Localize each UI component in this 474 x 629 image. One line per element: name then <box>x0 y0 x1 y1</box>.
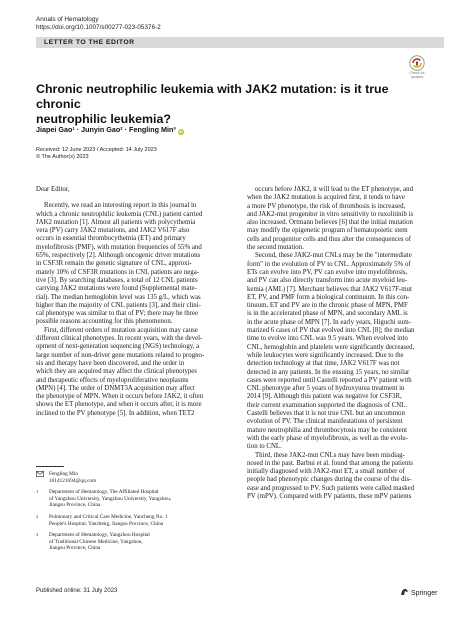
footnote-line: of Yangzhou University, Yangzhou University, Yangzhou, <box>49 495 172 502</box>
text-line: the phenotype of MPN. When it occurs before JAK2, it often <box>36 393 204 401</box>
check-updates-line1: Check for <box>409 71 425 75</box>
text-line: is in the accelerated phase of MPN, and secondary AML is <box>247 310 408 318</box>
text-line: mature neutrophilia and thrombocytosis may be consistent <box>247 426 408 434</box>
footnote-text <box>49 471 234 484</box>
footnote-line: of Traditional Chinese Medicine, Yangzhou, <box>49 538 143 545</box>
text-line: CNL phenotype after 5 years of hydroxyurea treatment in <box>247 385 405 393</box>
text-line: nosed in the past. Barbui et al. found that among the patients <box>247 459 413 467</box>
left-column <box>36 186 230 418</box>
text-line: their current examination supported the diagnosis of CNL. <box>247 401 408 409</box>
text-line: occurs before JAK2, it will lead to the ET phenotype, and <box>255 186 413 193</box>
check-for-updates-badge[interactable] <box>404 55 430 79</box>
springer-horse-icon <box>400 588 409 596</box>
text-line: in CSF3R remain the genetic signature of CNL, approxi- <box>36 260 192 268</box>
text-line: higher than the majority of CNL patients [3], and their clini- <box>36 301 201 309</box>
text-line: ETs can evolve into PV, PV can evolve into myelofibrosis, <box>247 268 408 276</box>
text-line: people had phenotypic changes during the course of the dis- <box>247 476 412 484</box>
text-line: in the acute phase of MPN [7]. In early years, Higuchi sum- <box>247 318 412 326</box>
text-line: (MPN) [4]. The order of DNMT3A acquisition may affect <box>36 384 195 392</box>
text-line: Castelli believes that it is not true CNL but an uncommon <box>247 410 405 418</box>
footnote-line: Jiangsu Province, China <box>49 502 101 509</box>
text-line: myelofibrosis (PMF), with mutation frequencies of 55% and <box>36 243 202 251</box>
body-paragraph-3 <box>247 186 441 252</box>
text-line: kemia (AML) [7]. Merchant believes that JAK2 V617F-mut <box>247 285 412 293</box>
text-line: cal phenotype was similar to that of PV; there may be three <box>36 310 198 318</box>
footnote-rule <box>36 466 64 467</box>
text-line: with the early phase of myelofibrosis, as well as the evolu- <box>247 434 408 442</box>
salutation: Dear Editor, <box>36 186 70 193</box>
article-dates <box>36 147 157 162</box>
text-line: may modify the epigenetic program of hematopoietic stem <box>247 227 408 235</box>
text-line: which they are acquired may affect the clinical phenotypes <box>36 368 198 376</box>
text-line: marized 6 cases of PV that evolved into CNL [8]; the median <box>247 327 415 335</box>
text-line: sis and therapy have been discovered, and the order in <box>36 359 185 367</box>
text-line: and JAK2-mut progenitor in vitro sensitivity to ruxolitinib is <box>247 210 414 218</box>
text-line: while leukocytes were significantly increased. Due to the <box>247 351 404 359</box>
text-line: mately 10% of CSF3R mutations in CNL patients are nega- <box>36 268 200 276</box>
text-line: also increased. Ortmann believes [6] that the initial mutation <box>247 219 413 227</box>
text-line: First, different orders of mutation acquisition may cause <box>44 326 198 334</box>
affiliation-mark: 2 <box>36 514 39 519</box>
text-line: shows the ET phenotype, and when it occurs after, it is more <box>36 401 202 409</box>
text-line: the second mutation. <box>247 244 304 252</box>
text-line: Recently, we read an interesting report in this journal in <box>44 202 197 210</box>
text-line: different clinical phenotypes. In recent years, with the devel- <box>36 335 203 343</box>
text-line: ease and progressed to PV. Such patients were called masked <box>247 484 415 492</box>
text-line: 65%, respectively [2]. Although oncogenic driver mutations <box>36 252 201 260</box>
author-names[interactable]: Jiapei Gao¹ · Junyin Gao² · Fengling Min³ <box>36 125 176 134</box>
footnote-line: Department of Hematology, The Affiliated Hospital <box>49 489 159 496</box>
body-paragraph-4 <box>247 252 441 451</box>
text-line: initially diagnosed with JAK2-mut ET, a small number of <box>247 468 405 476</box>
article-title <box>36 82 396 127</box>
title-line-1: Chronic neutrophilic leukemia with JAK2 mutation: is it true chronic <box>36 82 389 111</box>
footnote-text <box>49 514 234 527</box>
text-line: carrying JAK2 mutations were found (Supplemental mate- <box>36 285 197 293</box>
text-line: opment of next-generation sequencing (NGS) technology, a <box>36 343 200 351</box>
received-accepted-dates: Received: 12 June 2023 / Accepted: 14 July 2023 <box>36 147 157 153</box>
copyright-line: © The Author(s) 2023 <box>36 154 89 161</box>
article-type-label: LETTER TO THE EDITOR <box>44 38 135 46</box>
footnote-text <box>49 489 234 509</box>
text-line: and PV can also directly transform into acute myeloid leu- <box>247 277 408 285</box>
text-line: JAK2 mutation [1]. Almost all patients with polycythemia <box>36 218 196 226</box>
footnote-line: Jiangsu Province, China <box>49 545 101 552</box>
text-line: cases were reported until Castelli reported a PV patient with <box>247 376 412 384</box>
text-line: detected in any patients. In the ensuing 15 years, no similar <box>247 368 410 376</box>
text-line: rial). The median hemoglobin level was 135 g/L, which was <box>36 293 201 301</box>
text-line: ET, PV, and PMF form a biological continuum. In this con- <box>247 293 410 301</box>
text-line: when the JAK2 mutation is acquired first, it tends to have <box>247 194 405 202</box>
footnote-line: Department of Hematology, Yangzhou Hospital <box>49 532 150 539</box>
body-paragraph-2 <box>36 327 230 418</box>
footnote-line: Fengling Min <box>49 471 78 477</box>
journal-name: Annals of Hematology <box>36 16 99 23</box>
title-line-2: neutrophilic leukemia? <box>36 112 171 126</box>
text-line: inclined to the PV phenotype [5]. In addition, when TET2 <box>36 409 195 417</box>
email-envelope-icon[interactable] <box>36 471 44 477</box>
text-line: possible reasons accounting for this phenomenon. <box>36 318 173 326</box>
body-paragraph-5 <box>247 452 441 502</box>
text-line: and therapeutic effects of myeloproliferative neoplasms <box>36 376 189 384</box>
text-line: which a chronic neutrophilic leukemia (CNL) patient carried <box>36 210 203 218</box>
text-line: vera (PV) carry JAK2 mutations, and JAK2 V617F also <box>36 227 190 235</box>
author-list <box>36 125 184 135</box>
text-line: Second, these JAK2-mut CNLs may be the "intermediate <box>255 252 412 260</box>
text-line: CNL, hemoglobin and platelets were significantly decreased, <box>247 343 415 351</box>
text-line: Third, these JAK2-mut CNLs may have been misdiag- <box>255 451 405 459</box>
published-date: Published online: 31 July 2023 <box>36 588 118 594</box>
text-line: occurs in essential thrombocythemia (ET) and primary <box>36 235 186 243</box>
text-line: tion to CNL. <box>247 443 282 451</box>
doi-link[interactable]: https://doi.org/10.1007/s00277-023-05376-2 <box>36 24 161 31</box>
article-type-bar <box>36 37 444 48</box>
footnote-line: People's Hospital, Yancheng, Jiangsu Province, China <box>49 520 164 527</box>
orcid-icon[interactable]: iD <box>178 129 183 134</box>
journal-header <box>36 16 161 32</box>
text-line: evolution of PV. The clinical manifestations of persistent <box>247 418 403 426</box>
right-column <box>247 186 441 501</box>
publisher-name: Springer <box>410 590 438 597</box>
text-line: PV (mPV). Compared with PV patients, these mPV patients <box>247 492 412 500</box>
check-updates-line2: updates <box>410 75 424 79</box>
text-line: detection technology at that time, JAK2 V617F was not <box>247 360 400 368</box>
text-line: large number of non-driver gene mutations related to progno- <box>36 351 205 359</box>
check-updates-icon <box>409 55 425 71</box>
text-line: cells and progenitor cells and thus alter the consequences of <box>247 235 412 243</box>
affiliation-mark: 3 <box>36 532 39 538</box>
publisher-logo <box>400 588 437 597</box>
footnote-line: 1014121694@qq.com <box>49 477 97 484</box>
footnote-text <box>49 532 234 552</box>
text-line: tinuum, ET and PV are in the chronic phase of MPN, PMF <box>247 302 408 310</box>
footnote-line: Pulmonary and Critical Care Medicine, Yancheng No. 1 <box>49 514 168 520</box>
affiliation-mark: 1 <box>36 489 39 495</box>
text-line: tive [3]. By searching databases, a total of 12 CNL patients <box>36 276 198 284</box>
body-paragraph-1 <box>36 202 230 326</box>
text-line: form" in the evolution of PV to CNL. Approximately 5% of <box>247 260 411 268</box>
text-line: 2014 [9]. Although this patient was negative for CSF3R, <box>247 393 402 401</box>
text-line: time to evolve into CNL was 9.5 years. When evolved into <box>247 335 408 343</box>
text-line: a more PV phenotype, the risk of thrombosis is increased, <box>247 202 406 210</box>
